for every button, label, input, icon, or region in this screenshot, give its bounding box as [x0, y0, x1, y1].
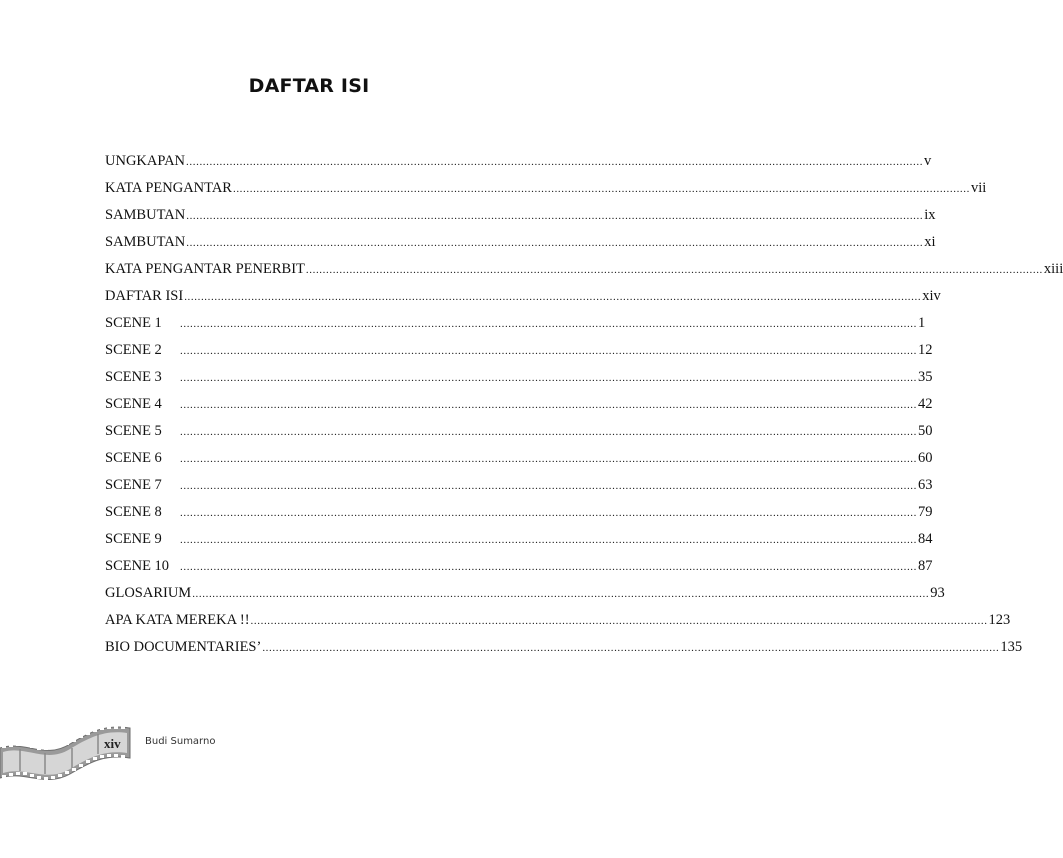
toc-entry: [105, 288, 941, 315]
toc-entry: [105, 504, 933, 531]
toc-leader-dots: ............................................................................................................................................................................................................................: [180, 534, 917, 546]
toc-entry: [105, 342, 933, 369]
toc-entry-page: xiii: [1043, 261, 1063, 277]
toc-entry: [105, 477, 933, 504]
toc-entry: [105, 531, 933, 558]
toc-entry-label: SCENE 1: [105, 315, 162, 331]
toc-entry-label: SCENE 5: [105, 423, 162, 439]
toc-entry-page: v: [924, 153, 932, 169]
toc-entry-label: DAFTAR ISI: [105, 288, 184, 304]
toc-leader-dots: ............................................................................................................................................................................................................................: [186, 210, 924, 222]
toc-entry-label: SCENE 4: [105, 396, 162, 412]
toc-entry-label: SCENE 8: [105, 504, 162, 520]
toc-entry-page: 60: [918, 450, 933, 466]
author-name: Budi Sumarno: [145, 736, 216, 747]
toc-entry: [105, 180, 987, 207]
toc-entry-page: xi: [924, 234, 936, 250]
page-footer: [0, 722, 555, 792]
toc-entry-page: 1: [918, 315, 926, 331]
table-of-contents: [105, 153, 1063, 666]
toc-entry-label: SCENE 7: [105, 477, 162, 493]
toc-leader-dots: ............................................................................................................................................................................................................................: [180, 372, 917, 384]
film-strip-icon: [0, 722, 140, 784]
toc-entry: [105, 261, 1063, 288]
toc-leader-dots: ............................................................................................................................................................................................................................: [180, 561, 917, 573]
toc-leader-dots: ............................................................................................................................................................................................................................: [305, 264, 1043, 276]
toc-leader-dots: ............................................................................................................................................................................................................................: [250, 615, 988, 627]
toc-entry: [105, 585, 945, 612]
toc-entry-label: SCENE 10: [105, 558, 170, 574]
toc-entry-page: 123: [988, 612, 1011, 628]
toc-leader-dots: ............................................................................................................................................................................................................................: [186, 156, 924, 168]
toc-leader-dots: ............................................................................................................................................................................................................................: [180, 426, 917, 438]
toc-entry-label: SAMBUTAN: [105, 207, 186, 223]
toc-entry-label: SCENE 2: [105, 342, 162, 358]
toc-leader-dots: ............................................................................................................................................................................................................................: [180, 507, 917, 519]
toc-entry-label: SCENE 6: [105, 450, 162, 466]
toc-entry-label: UNGKAPAN: [105, 153, 186, 169]
toc-entry: [105, 396, 933, 423]
toc-entry-page: 35: [918, 369, 933, 385]
toc-entry-page: 87: [918, 558, 933, 574]
toc-entry: [105, 153, 932, 180]
toc-entry: [105, 639, 1023, 666]
toc-entry-page: 50: [918, 423, 933, 439]
toc-leader-dots: ............................................................................................................................................................................................................................: [180, 453, 917, 465]
toc-entry-page: xiv: [922, 288, 941, 304]
toc-entry-page: 42: [918, 396, 933, 412]
toc-entry-label: GLOSARIUM: [105, 585, 192, 601]
toc-entry-page: 79: [918, 504, 933, 520]
toc-leader-dots: ............................................................................................................................................................................................................................: [180, 345, 917, 357]
page-title: DAFTAR ISI: [248, 75, 370, 97]
page-number: xiv: [104, 736, 121, 751]
toc-leader-dots: ............................................................................................................................................................................................................................: [262, 642, 1000, 654]
toc-entry: [105, 423, 933, 450]
toc-entry: [105, 369, 933, 396]
toc-entry: [105, 207, 936, 234]
toc-leader-dots: ............................................................................................................................................................................................................................: [180, 399, 917, 411]
toc-entry-label: APA KATA MEREKA !!: [105, 612, 250, 628]
toc-entry-label: KATA PENGANTAR: [105, 180, 232, 196]
toc-entry-page: 63: [918, 477, 933, 493]
toc-entry-page: 93: [930, 585, 945, 601]
toc-entry-label: SCENE 9: [105, 531, 162, 547]
toc-entry-label: SCENE 3: [105, 369, 162, 385]
toc-entry-page: 84: [918, 531, 933, 547]
toc-leader-dots: ............................................................................................................................................................................................................................: [180, 318, 917, 330]
toc-leader-dots: ............................................................................................................................................................................................................................: [180, 480, 917, 492]
toc-entry: [105, 315, 926, 342]
toc-entry-page: 135: [1000, 639, 1023, 655]
toc-leader-dots: ............................................................................................................................................................................................................................: [192, 588, 930, 600]
toc-entry-label: SAMBUTAN: [105, 234, 186, 250]
toc-leader-dots: ............................................................................................................................................................................................................................: [184, 291, 922, 303]
toc-leader-dots: ............................................................................................................................................................................................................................: [232, 183, 970, 195]
toc-entry-page: 12: [918, 342, 933, 358]
toc-leader-dots: ............................................................................................................................................................................................................................: [186, 237, 924, 249]
toc-entry-label: BIO DOCUMENTARIES’: [105, 639, 262, 655]
toc-entry: [105, 450, 933, 477]
toc-entry: [105, 234, 936, 261]
toc-entry-page: ix: [924, 207, 936, 223]
toc-entry-label: KATA PENGANTAR PENERBIT: [105, 261, 305, 277]
toc-entry: [105, 558, 933, 585]
toc-entry: [105, 612, 1011, 639]
toc-entry-page: vii: [970, 180, 987, 196]
